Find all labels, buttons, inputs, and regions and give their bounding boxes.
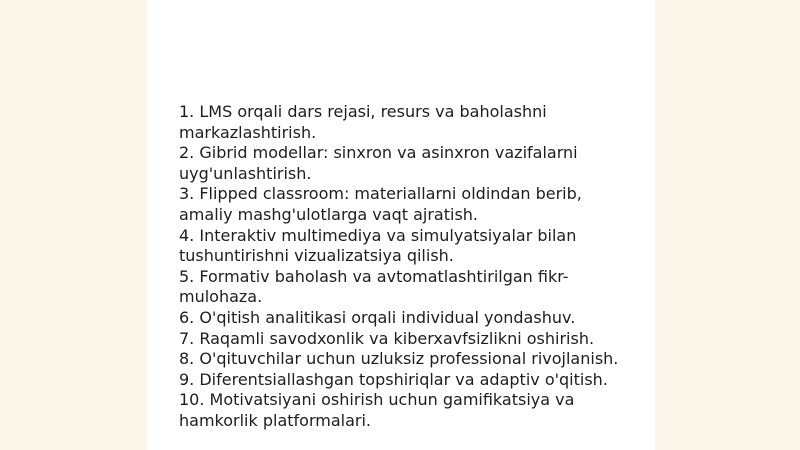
list-item: 6. O'qitish analitikasi orqali individual yondashuv. bbox=[179, 307, 576, 327]
list-item: 8. O'qituvchilar uchun uzluksiz professional rivojlanish. bbox=[179, 349, 619, 369]
list-item: 4. Interaktiv multimediya va simulyatsiyalar bilan tushuntirishni vizualizatsiya qilish. bbox=[179, 225, 577, 266]
list-item: 1. LMS orqali dars rejasi, resurs va baholashni markazlashtirish. bbox=[179, 102, 547, 142]
list-item: 3. Flipped classroom: materiallarni oldindan berib, amaliy mashg'ulotlarga vaqt ajratish. bbox=[179, 184, 582, 224]
list-item: 5. Formativ baholash va avtomatlashtirilgan fikr-mulohaza. bbox=[179, 266, 569, 307]
recommendation-list bbox=[179, 102, 625, 432]
list-item: 10. Motivatsiyani oshirish uchun gamifikatsiya va hamkorlik platformalari. bbox=[179, 390, 575, 430]
list-item: 2. Gibrid modellar: sinxron va asinxron vazifalarni uyg'unlashtirish. bbox=[179, 143, 578, 183]
list-item: 9. Diferentsiallashgan topshiriqlar va adaptiv o'qitish. bbox=[179, 369, 608, 389]
document-page bbox=[147, 0, 655, 450]
list-item: 7. Raqamli savodxonlik va kiberxavfsizlikni oshirish. bbox=[179, 328, 595, 348]
